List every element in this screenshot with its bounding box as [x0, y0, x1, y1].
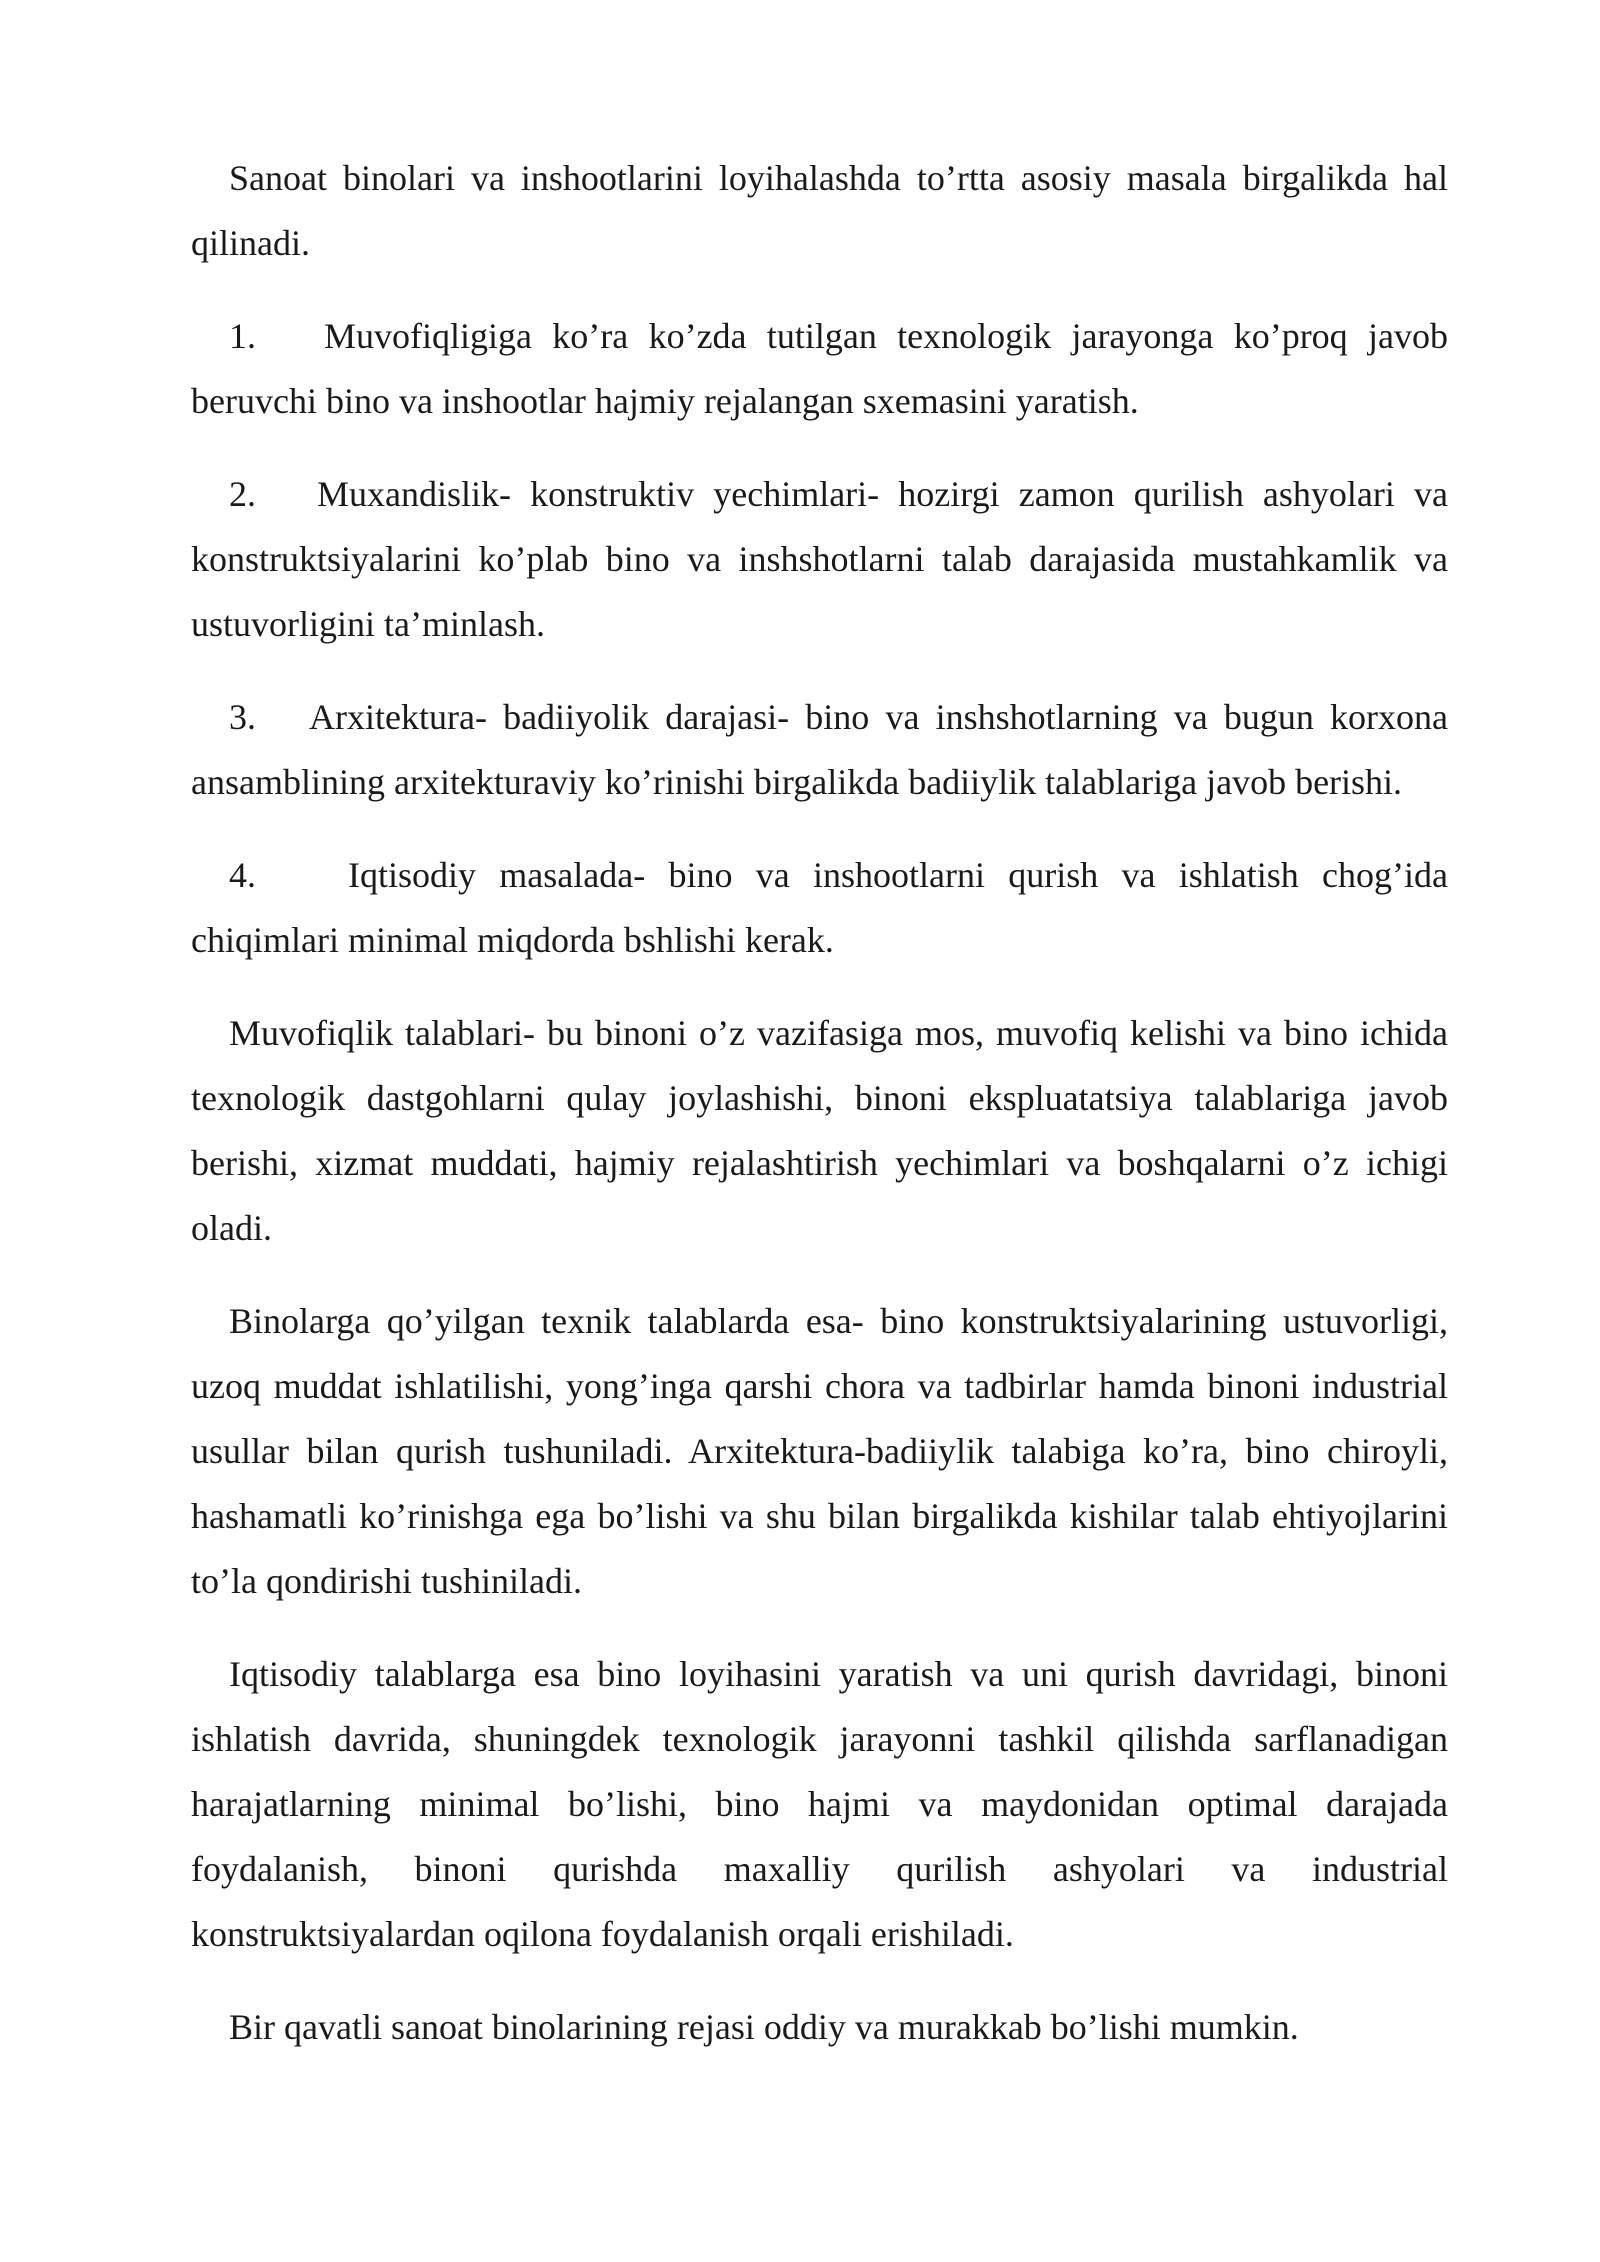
intro-paragraph: [191, 146, 1448, 276]
body-paragraph: [191, 1001, 1448, 1261]
body-paragraph: [191, 1642, 1448, 1967]
paragraph-text: Sanoat binolari va inshootlarini loyihalashda to’rtta asosiy masala birgalikda hal qilinadi.: [191, 158, 1448, 263]
list-item: [191, 304, 1448, 434]
list-item-number: 1.: [229, 316, 256, 356]
paragraph-text: Bir qavatli sanoat binolarining rejasi oddiy va murakkab bo’lishi mumkin.: [229, 2007, 1299, 2047]
paragraph-text: Iqtisodiy talablarga esa bino loyihasini yaratish va uni qurish davridagi, binoni ishlatish davrida, shuningdek texnologik jarayonni tashkil qilishda sarflanadigan harajatlarning minimal bo’lishi, bino hajmi va maydonidan optimal darajada foydalanish, binoni qurishda maxalliy qurilish ashyolari va industrial konstruktsiyalardan oqilona foydalanish orqali erishiladi.: [191, 1654, 1448, 1954]
paragraph-text: Muvofiqlik talablari- bu binoni o’z vazifasiga mos, muvofiq kelishi va bino ichida texnologik dastgohlarni qulay joylashishi, binoni ekspluatatsiya talablariga javob berishi, xizmat muddati, hajmiy rejalashtirish yechimlari va boshqalarni o’z ichigi oladi.: [191, 1013, 1448, 1248]
document-body: [191, 146, 1448, 2060]
list-item-number: 2.: [229, 474, 256, 514]
body-paragraph: [191, 1995, 1448, 2060]
list-item-number: 3.: [229, 697, 256, 737]
list-item: [191, 843, 1448, 973]
list-item: [191, 685, 1448, 815]
paragraph-text: Binolarga qo’yilgan texnik talablarda esa- bino konstruktsiyalarining ustuvorligi, uzoq muddat ishlatilishi, yong’inga qarshi chora va tadbirlar hamda binoni industrial usullar bilan qurish tushuniladi. Arxitektura-badiiylik talabiga ko’ra, bino chiroyli, hashamatli ko’rinishga ega bo’lishi va shu bilan birgalikda kishilar talab ehtiyojlarini to’la qondirishi tushiniladi.: [191, 1301, 1448, 1601]
list-item-text: Arxitektura- badiiyolik darajasi- bino va inshshotlarning va bugun korxona ansamblining arxitekturaviy ko’rinishi birgalikda badiiylik talablariga javob berishi.: [191, 697, 1448, 802]
body-paragraph: [191, 1289, 1448, 1614]
list-item: [191, 462, 1448, 657]
list-item-number: 4.: [229, 855, 256, 895]
list-item-text: Muvofiqligiga ko’ra ko’zda tutilgan texnologik jarayonga ko’proq javob beruvchi bino va inshootlar hajmiy rejalangan sxemasini yaratish.: [191, 316, 1448, 421]
list-item-text: Muxandislik- konstruktiv yechimlari- hozirgi zamon qurilish ashyolari va konstruktsiyalarini ko’plab bino va inshshotlarni talab darajasida mustahkamlik va ustuvorligini ta’minlash.: [191, 474, 1448, 644]
list-item-text: Iqtisodiy masalada- bino va inshootlarni qurish va ishlatish chog’ida chiqimlari minimal miqdorda bshlishi kerak.: [191, 855, 1448, 960]
